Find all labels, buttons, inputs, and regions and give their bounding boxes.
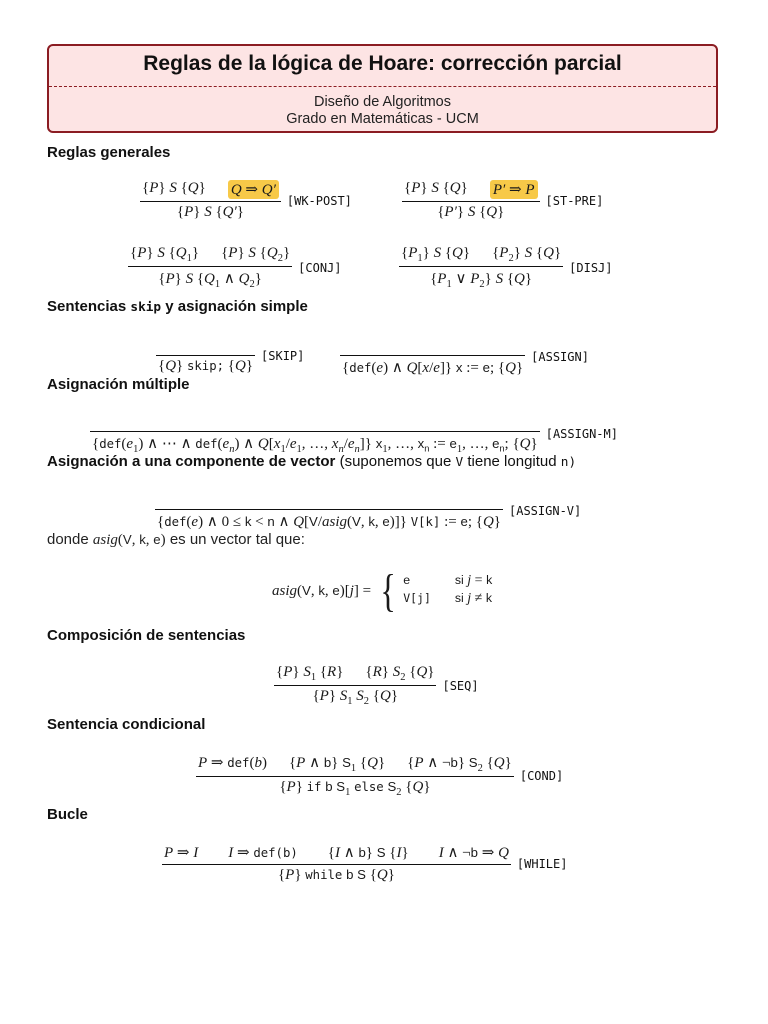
rule-name-wk-post: [WK-POST] <box>286 193 352 208</box>
section-vector-note-mid: tiene longitud <box>467 453 557 470</box>
section-composition: Composición de sentencias <box>47 627 246 644</box>
asig-definition: asig(V, k, e)[j] = { e si j = k V[j] si j ≠ k <box>272 568 498 614</box>
rule-name-st-pre: [ST-PRE] <box>545 193 604 208</box>
rule-name-seq: [SEQ] <box>442 678 479 693</box>
rule-name-assign: [ASSIGN] <box>531 349 589 364</box>
section-general: Reglas generales <box>47 144 171 161</box>
header-box <box>47 44 718 133</box>
course-subtitle: Diseño de Algoritmos <box>313 94 451 110</box>
asig-description-post: es un vector tal que: <box>169 531 305 548</box>
rule-seq: {P} $S_1$ {R} {R} $S_2$ {Q} {P} $S_1$ $S_2$ {Q} [SEQ] <box>276 664 479 707</box>
rule-name-disj: [DISJ] <box>569 260 613 275</box>
rule-assign-v: {def(e) ∧ 0 ≤ k < n ∧ Q[V/asig(V, k, e)]} V[k] := e; {Q} [ASSIGN-V] <box>157 503 582 530</box>
section-skip-pre: Sentencias <box>47 298 127 315</box>
section-skip-keyword: skip <box>130 300 162 315</box>
asig-description-pre: donde <box>47 531 89 548</box>
section-vector-note-var: V <box>455 455 464 470</box>
cases-brace: { <box>380 565 396 616</box>
section-vector-title: Asignación a una componente de vector <box>47 453 336 470</box>
rule-name-while: [WHILE] <box>516 856 568 871</box>
section-vector-note-n: n) <box>560 455 577 470</box>
rule-st-pre: {P} S {Q} P′ ⇒ P {P′} S {Q} [ST-PRE] <box>404 180 604 220</box>
rule-disj: $\{P_1\}$ S {Q} $\{P_2\}$ S {Q} {$P_1$ ∨ $P_2$} S {Q} [DISJ] <box>401 245 613 290</box>
rule-skip: {Q} skip; {Q} [SKIP] <box>158 348 305 374</box>
rule-name-conj: [CONJ] <box>298 260 342 275</box>
rule-conj: {P} S $\{Q_1\}$ {P} S $\{Q_2\}$ {P} S {$Q_1$ ∧ $Q_2$} [CONJ] <box>130 245 342 290</box>
rule-wk-post: {P} S {Q} Q ⇒ Q′ {P} S {Q′} [WK-POST] <box>142 180 352 220</box>
page-title: Reglas de la lógica de Hoare: corrección parcial <box>143 52 622 75</box>
case1-si: si <box>454 573 464 587</box>
section-vector <box>47 453 576 470</box>
rule-assign: {def(e) ∧ Q[x/e]} x := e; {Q} [ASSIGN] <box>342 349 589 376</box>
rule-name-assign-v: [ASSIGN-V] <box>509 503 582 518</box>
case2-si: si <box>454 591 464 605</box>
section-multi: Asignación múltiple <box>47 376 190 393</box>
degree-subtitle: Grado en Matemáticas - UCM <box>286 111 479 127</box>
cases-table: e si j = k V[j] si j ≠ k <box>403 573 493 606</box>
rule-cond: P ⇒ def(b) {P ∧ b} $S_1$ {Q} {P ∧ ¬b} $S_2$ {Q} {P} if b $S_1$ else $S_2$ {Q} [COND] <box>198 755 564 798</box>
rule-name-skip: [SKIP] <box>261 348 305 363</box>
section-loop: Bucle <box>47 806 88 823</box>
rule-name-cond: [COND] <box>519 768 564 783</box>
asig-description: donde asig(V, k, e) es un vector tal que: <box>47 531 305 548</box>
section-vector-note-pre: (suponemos que <box>339 453 452 470</box>
section-conditional: Sentencia condicional <box>47 716 206 733</box>
rule-while: P ⇒ I I ⇒ def(b) {I ∧ b} S {I} I ∧ ¬b ⇒ Q {P} while b S {Q} [WHILE] <box>164 845 568 883</box>
header-divider <box>49 86 716 87</box>
section-skip <box>47 298 308 315</box>
rule-assign-m: {$def(e_1)$ ∧ ⋯ ∧ $def(e_n)$ ∧ $Q[x_1/e_1$, …, $x_n/e_n$]} $x_1$, …, $x_n$ := $e_1$, …, $e_n$; {Q} [ASSIGN-M] <box>92 426 618 455</box>
section-skip-post: y asignación simple <box>165 298 308 315</box>
rule-name-assign-m: [ASSIGN-M] <box>545 426 618 441</box>
